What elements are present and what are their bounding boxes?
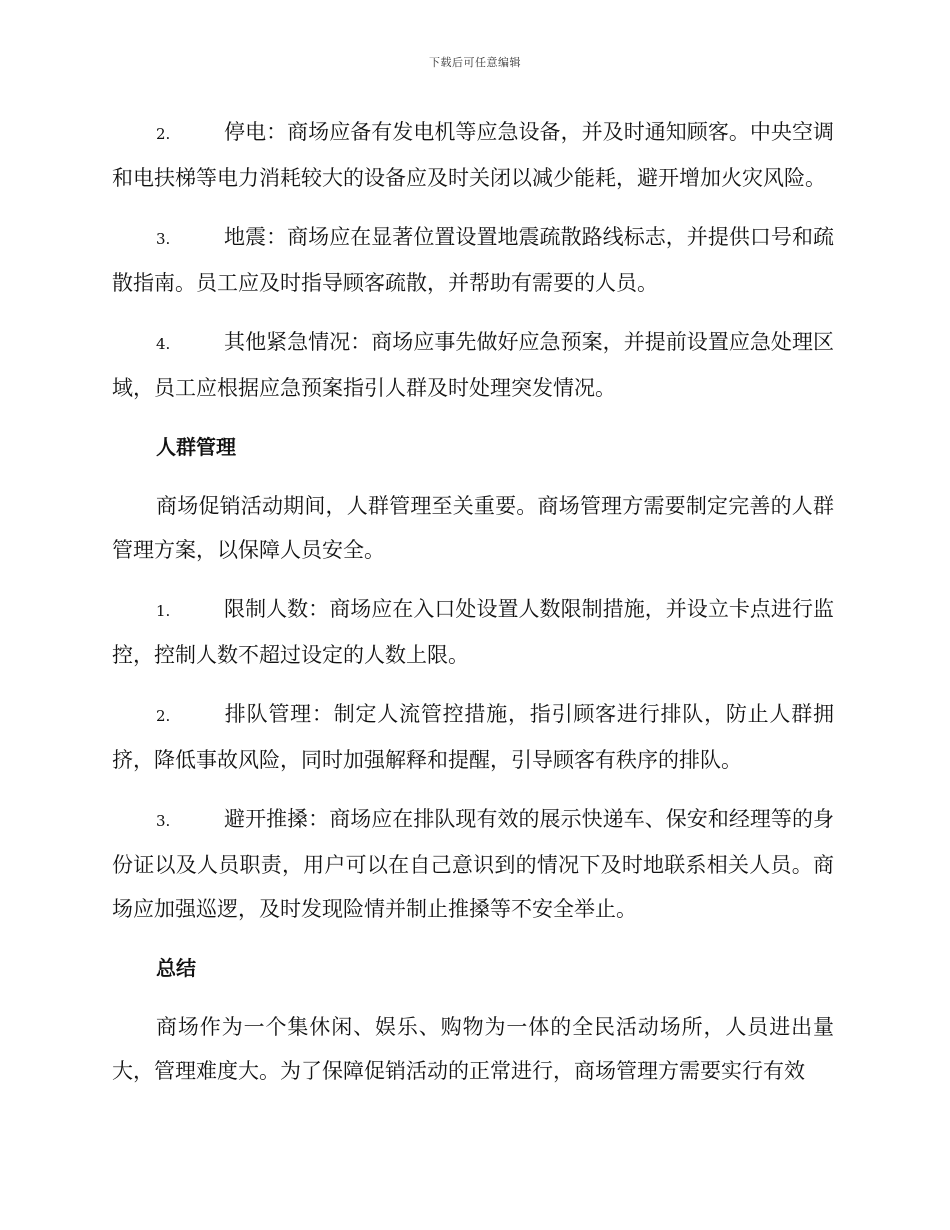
list-item-avoid-pushing	[112, 797, 834, 931]
list-number: 3.	[156, 230, 171, 248]
section-heading-crowd-management: 人群管理	[156, 435, 236, 459]
list-text: 避开推搡：商场应在排队现有效的展示快递车、保安和经理等的身份证以及人员职责，用户可以在自己意识到的情况下及时地联系相关人员。商场应加强巡逻，及时发现险情并制止推搡等不安全举止。	[112, 807, 834, 921]
list-item-limit-people	[112, 587, 834, 677]
list-text: 其他紧急情况：商场应事先做好应急预案，并提前设置应急处理区域，员工应根据应急预案指引人群及时处理突发情况。	[112, 330, 834, 400]
list-text: 限制人数：商场应在入口处设置人数限制措施，并设立卡点进行监控，控制人数不超过设定的人数上限。	[112, 597, 834, 667]
list-item-earthquake	[112, 215, 834, 305]
list-number: 3.	[156, 812, 171, 830]
list-text: 停电：商场应备有发电机等应急设备，并及时通知顾客。中央空调和电扶梯等电力消耗较大的设备应及时关闭以减少能耗，避开增加火灾风险。	[112, 120, 834, 190]
section-heading-summary: 总结	[156, 956, 196, 980]
list-text: 排队管理：制定人流管控措施，指引顾客进行排队，防止人群拥挤，降低事故风险，同时加强解释和提醒，引导顾客有秩序的排队。	[112, 702, 834, 772]
page-header: 下载后可任意编辑	[429, 56, 521, 69]
list-item-queue-management	[112, 692, 834, 782]
list-item-other-emergency	[112, 320, 834, 410]
list-number: 2.	[156, 707, 171, 725]
paragraph-crowd-intro: 商场促销活动期间，人群管理至关重要。商场管理方需要制定完善的人群管理方案，以保障人员安全。	[112, 494, 834, 562]
list-text: 地震：商场应在显著位置设置地震疏散路线标志，并提供口号和疏散指南。员工应及时指导顾客疏散，并帮助有需要的人员。	[112, 225, 834, 295]
paragraph-summary: 商场作为一个集休闲、娱乐、购物为一体的全民活动场所，人员进出量大，管理难度大。为了保障促销活动的正常进行，商场管理方需要实行有效	[112, 1015, 834, 1083]
list-number: 2.	[156, 125, 171, 143]
list-item-power-outage	[112, 110, 834, 200]
list-number: 1.	[156, 602, 171, 620]
document-body	[112, 110, 834, 1108]
list-number: 4.	[156, 335, 171, 353]
